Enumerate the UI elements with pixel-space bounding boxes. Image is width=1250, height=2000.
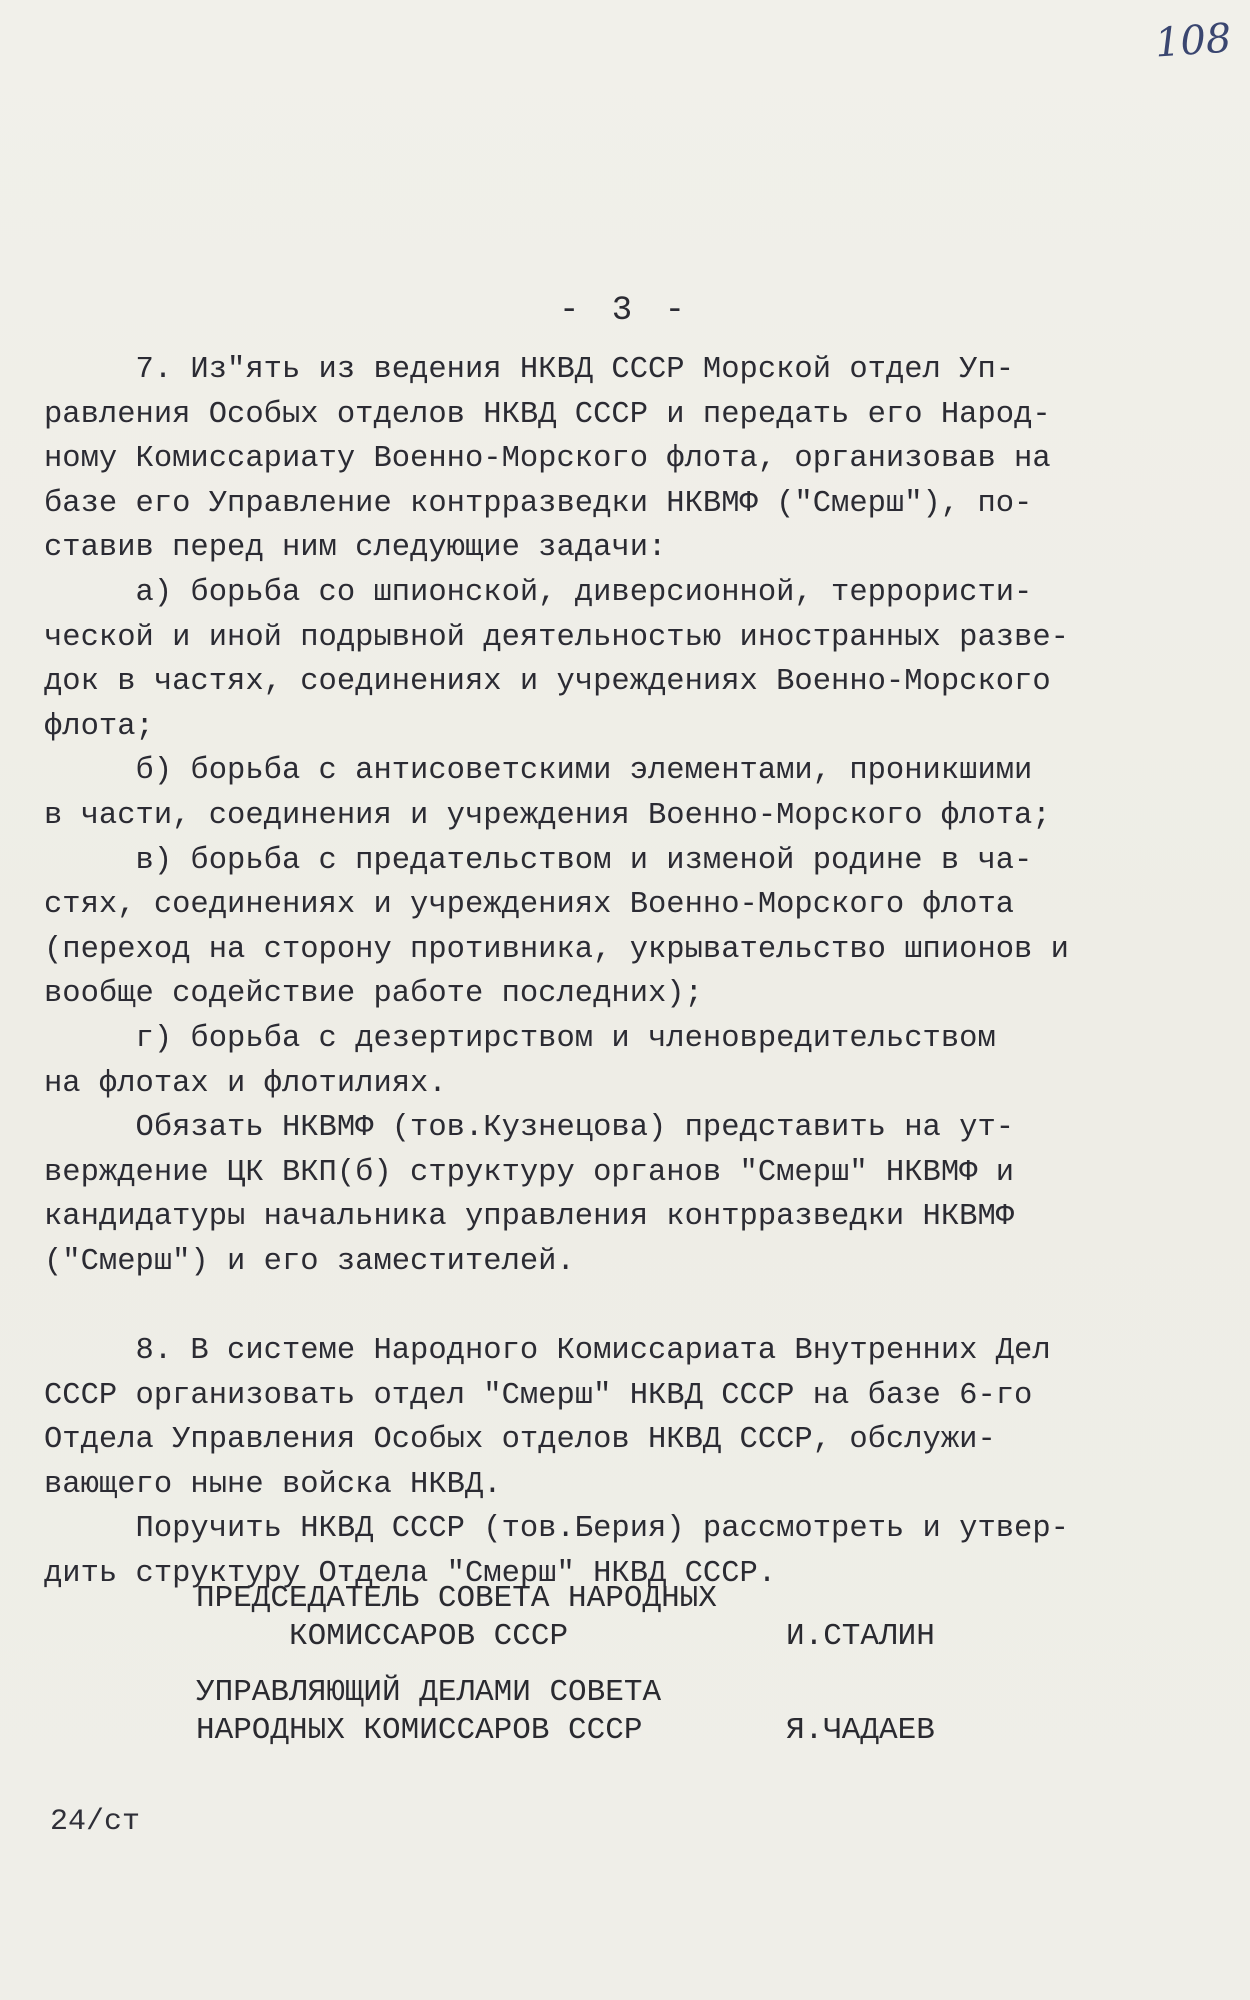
text-line: ("Смерш") и его заместителей. <box>44 1244 575 1279</box>
signatory-name: И.СТАЛИН <box>786 1619 935 1654</box>
signatory-name: Я.ЧАДАЕВ <box>786 1713 935 1748</box>
text-line: верждение ЦК ВКП(б) структуру органов "Смерш" НКВМФ и <box>44 1155 1015 1190</box>
archive-page-number: 108 <box>1153 15 1233 67</box>
text-line: равления Особых отделов НКВД СССР и передать его Народ- <box>44 397 1051 432</box>
text-line: базе его Управление контрразведки НКВМФ ("Смерш"), по- <box>44 486 1033 521</box>
signature-block-chairman <box>196 1580 1196 1668</box>
text-line: 7. Из"ять из ведения НКВД СССР Морской отдел Уп- <box>44 353 1015 387</box>
text-line: вающего ныне войска НКВД. <box>44 1467 502 1502</box>
text-line: в части, соединения и учреждения Военно-Морского флота; <box>44 798 1051 833</box>
text-line: в) борьба с предательством и изменой родине в ча- <box>44 843 1033 878</box>
signature-section <box>196 1580 1196 1768</box>
typist-reference: 24/ст <box>50 1805 141 1839</box>
signature-title-line: ПРЕДСЕДАТЕЛЬ СОВЕТА НАРОДНЫХ <box>196 1581 717 1616</box>
text-line: 8. В системе Народного Комиссариата Внутренних Дел <box>44 1334 1051 1369</box>
text-line: г) борьба с дезертирством и членовредительством <box>44 1021 996 1056</box>
text-line: (переход на сторону противника, укрывательство шпионов и <box>44 932 1069 967</box>
text-line: Отдела Управления Особых отделов НКВД СССР, обслужи- <box>44 1423 996 1458</box>
signature-block-manager <box>196 1674 1196 1762</box>
blank-line <box>44 1284 1234 1329</box>
signature-title-line: КОМИССАРОВ СССР <box>196 1619 569 1654</box>
text-line: а) борьба со шпионской, диверсионной, террористи- <box>44 575 1033 610</box>
text-line: СССР организовать отдел "Смерш" НКВД СССР на базе 6-го <box>44 1378 1033 1413</box>
text-line: ческой и иной подрывной деятельностью иностранных разве- <box>44 620 1069 655</box>
text-line: б) борьба с антисоветскими элементами, проникшими <box>44 754 1033 789</box>
text-line: дить структуру Отдела "Смерш" НКВД СССР. <box>44 1557 777 1592</box>
text-line: ставив перед ним следующие задачи: <box>44 531 667 566</box>
text-line: ному Комиссариату Военно-Морского флота, организовав на <box>44 442 1051 477</box>
text-line: вообще содействие работе последних); <box>44 977 703 1012</box>
signature-title-line: УПРАВЛЯЮЩИЙ ДЕЛАМИ СОВЕТА <box>196 1675 662 1710</box>
text-line: на флотах и флотилиях. <box>44 1066 447 1101</box>
text-line: Обязать НКВМФ (тов.Кузнецова) представить на ут- <box>44 1111 1015 1146</box>
text-line: док в частях, соединениях и учреждениях Военно-Морского <box>44 665 1051 700</box>
text-line: Поручить НКВД СССР (тов.Берия) рассмотреть и утвер- <box>44 1512 1069 1547</box>
text-line: флота; <box>44 709 154 744</box>
signature-title-line: НАРОДНЫХ КОМИССАРОВ СССР <box>196 1713 643 1748</box>
text-line: стях, соединениях и учреждениях Военно-Морского флота <box>44 888 1015 923</box>
page-number: - 3 - <box>558 292 692 330</box>
text-line: кандидатуры начальника управления контрразведки НКВМФ <box>44 1200 1015 1235</box>
document-body <box>44 348 1234 1597</box>
